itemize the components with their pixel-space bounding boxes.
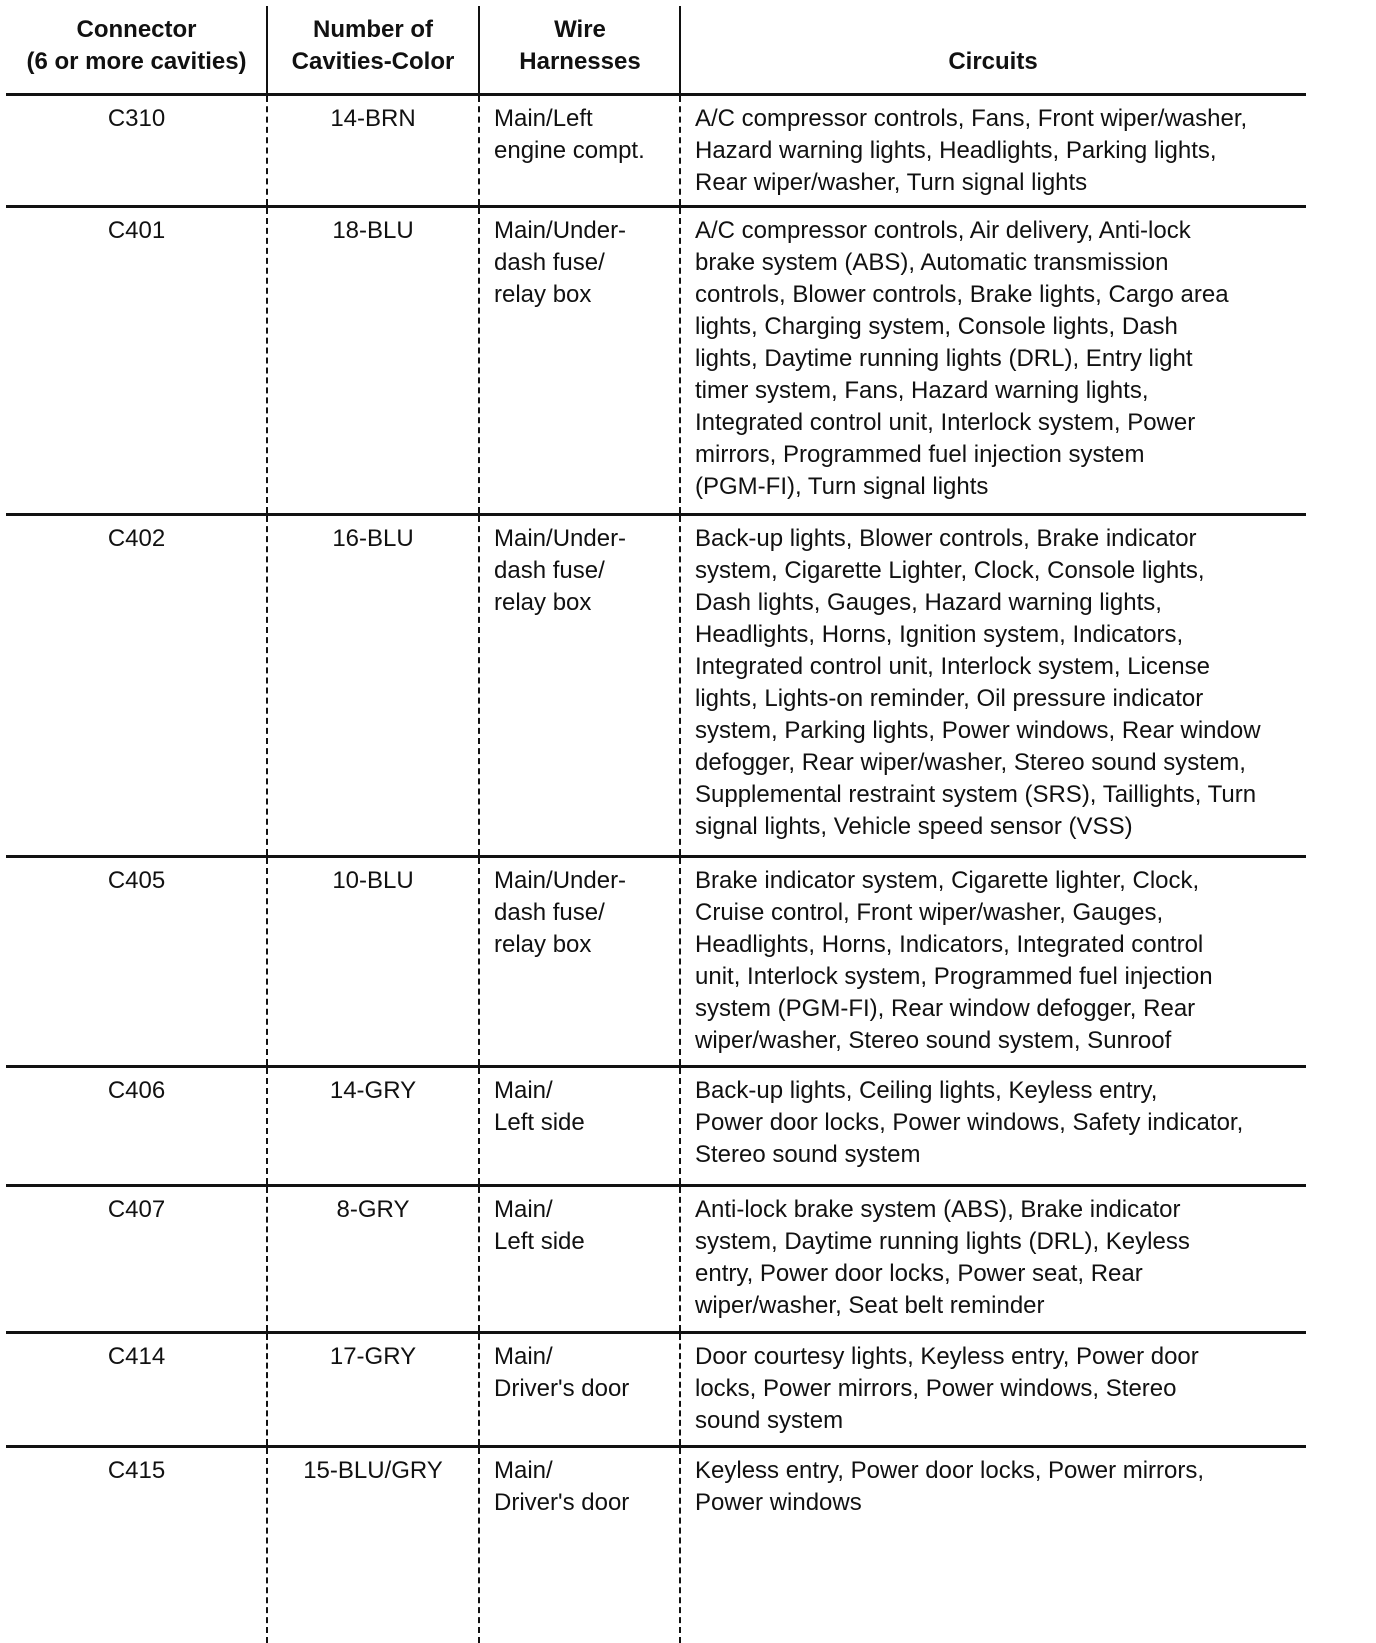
column-divider: [266, 516, 268, 855]
connector-cell: C310: [107, 105, 166, 132]
connector-cell: C414: [107, 1343, 166, 1370]
circuits-cell-line: Back-up lights, Ceiling lights, Keyless entry,: [695, 1077, 1158, 1104]
cavities-color-cell: 10-BLU: [332, 867, 414, 894]
circuits-cell-line: Integrated control unit, Interlock system, Power: [695, 409, 1196, 436]
cavities-color-cell: 14-BRN: [330, 105, 416, 132]
circuits-cell-line: sound system: [695, 1407, 844, 1434]
harness-cell-line: Driver's door: [494, 1489, 630, 1516]
header-line: Cavities-Color: [291, 48, 455, 75]
header-connector: [6, 14, 267, 78]
header-cavities: [267, 14, 479, 78]
circuits-cell-line: Headlights, Horns, Ignition system, Indicators,: [695, 621, 1184, 648]
circuits-cell-line: system (PGM-FI), Rear window defogger, Rear: [695, 995, 1196, 1022]
circuits-cell-line: Door courtesy lights, Keyless entry, Power door: [695, 1343, 1199, 1370]
connector-cell: C402: [107, 525, 166, 552]
circuits-cell-line: brake system (ABS), Automatic transmission: [695, 249, 1169, 276]
table-row: [6, 1068, 1306, 1187]
circuits-cell-line: Cruise control, Front wiper/washer, Gauges,: [695, 899, 1164, 926]
circuits-cell-line: A/C compressor controls, Air delivery, Anti-lock: [695, 217, 1191, 244]
circuits-cell: [695, 1455, 1315, 1519]
circuits-cell-line: lights, Lights-on reminder, Oil pressure indicator: [695, 685, 1204, 712]
circuits-cell-line: Stereo sound system: [695, 1141, 921, 1168]
circuits-cell-line: Brake indicator system, Cigarette lighter, Clock,: [695, 867, 1200, 894]
circuits-cell-line: system, Daytime running lights (DRL), Keyless: [695, 1228, 1190, 1255]
header-line: Connector: [76, 16, 197, 43]
table-row: [6, 1334, 1306, 1448]
harness-cell-line: dash fuse/: [494, 557, 605, 584]
circuits-cell-line: Headlights, Horns, Indicators, Integrated control: [695, 931, 1204, 958]
harness-cell: [494, 103, 684, 167]
harness-cell-line: Main/: [494, 1343, 553, 1370]
header-line: Circuits: [948, 48, 1038, 75]
cavities-color-cell: 14-GRY: [329, 1077, 417, 1104]
table-row: [6, 858, 1306, 1068]
circuits-cell-line: timer system, Fans, Hazard warning lights,: [695, 377, 1149, 404]
harness-cell-line: engine compt.: [494, 137, 645, 164]
harness-cell-line: Main/Under-: [494, 867, 627, 894]
harness-cell: [494, 1341, 684, 1405]
circuits-cell-line: (PGM-FI), Turn signal lights: [695, 473, 989, 500]
circuits-cell: [695, 1194, 1315, 1322]
column-divider: [478, 516, 480, 855]
circuits-cell-line: lights, Daytime running lights (DRL), Entry light: [695, 345, 1193, 372]
circuits-cell-line: unit, Interlock system, Programmed fuel injection: [695, 963, 1213, 990]
circuits-cell: [695, 103, 1315, 199]
cavities-color-cell: 18-BLU: [332, 217, 414, 244]
table-row: [6, 516, 1306, 858]
circuits-cell-line: mirrors, Programmed fuel injection system: [695, 441, 1145, 468]
harness-cell: [494, 215, 684, 311]
circuits-cell-line: system, Parking lights, Power windows, Rear window: [695, 717, 1261, 744]
harness-cell: [494, 1194, 684, 1258]
circuits-cell-line: entry, Power door locks, Power seat, Rear: [695, 1260, 1143, 1287]
circuits-cell-line: Supplemental restraint system (SRS), Taillights, Turn: [695, 781, 1257, 808]
table-body: [6, 96, 1306, 1643]
column-divider: [266, 6, 268, 93]
circuits-cell-line: Rear wiper/washer, Turn signal lights: [695, 169, 1088, 196]
circuits-cell-line: Power door locks, Power windows, Safety indicator,: [695, 1109, 1244, 1136]
header-circuits: [680, 46, 1306, 78]
header-line: Harnesses: [519, 48, 641, 75]
circuits-cell: [695, 1075, 1315, 1171]
circuits-cell-line: system, Cigarette Lighter, Clock, Console lights,: [695, 557, 1205, 584]
harness-cell-line: Main/: [494, 1077, 553, 1104]
harness-cell-line: Left side: [494, 1228, 585, 1255]
harness-cell-line: relay box: [494, 931, 592, 958]
harness-cell-line: Main/Under-: [494, 217, 627, 244]
cavities-color-cell: 15-BLU/GRY: [303, 1457, 443, 1484]
harness-cell: [494, 865, 684, 961]
circuits-cell-line: Hazard warning lights, Headlights, Parking lights,: [695, 137, 1217, 164]
harness-cell-line: Main/: [494, 1196, 553, 1223]
harness-cell-line: Main/: [494, 1457, 553, 1484]
table-row: [6, 1448, 1306, 1643]
harness-cell-line: Driver's door: [494, 1375, 630, 1402]
harness-cell-line: dash fuse/: [494, 249, 605, 276]
circuits-cell-line: wiper/washer, Stereo sound system, Sunroof: [695, 1027, 1172, 1054]
circuits-cell-line: locks, Power mirrors, Power windows, Stereo: [695, 1375, 1177, 1402]
circuits-cell: [695, 1341, 1315, 1437]
circuits-cell-line: signal lights, Vehicle speed sensor (VSS): [695, 813, 1133, 840]
harness-cell-line: relay box: [494, 589, 592, 616]
circuits-cell-line: wiper/washer, Seat belt reminder: [695, 1292, 1045, 1319]
connector-cell: C406: [107, 1077, 166, 1104]
header-harnesses: [480, 14, 680, 78]
header-line: (6 or more cavities): [26, 48, 247, 75]
cavities-color-cell: 17-GRY: [329, 1343, 417, 1370]
column-divider: [679, 6, 681, 93]
harness-cell-line: Main/Left: [494, 105, 593, 132]
column-divider: [478, 6, 480, 93]
connector-table: [6, 0, 1306, 1643]
circuits-cell-line: lights, Charging system, Console lights, Dash: [695, 313, 1178, 340]
header-line: Number of: [313, 16, 433, 43]
cavities-color-cell: 16-BLU: [332, 525, 414, 552]
circuits-cell-line: controls, Blower controls, Brake lights, Cargo area: [695, 281, 1229, 308]
harness-cell: [494, 1455, 684, 1519]
table-header: [6, 0, 1306, 96]
connector-cell: C405: [107, 867, 166, 894]
circuits-cell-line: Keyless entry, Power door locks, Power mirrors,: [695, 1457, 1205, 1484]
circuits-cell-line: Integrated control unit, Interlock system, License: [695, 653, 1210, 680]
harness-cell: [494, 1075, 684, 1139]
harness-cell-line: relay box: [494, 281, 592, 308]
circuits-cell: [695, 865, 1315, 1057]
column-divider: [478, 208, 480, 513]
harness-cell-line: Left side: [494, 1109, 585, 1136]
connector-cell: C415: [107, 1457, 166, 1484]
column-divider: [266, 208, 268, 513]
harness-cell: [494, 523, 684, 619]
table-row: [6, 96, 1306, 208]
circuits-cell-line: Dash lights, Gauges, Hazard warning lights,: [695, 589, 1162, 616]
circuits-cell: [695, 523, 1315, 843]
circuits-cell-line: Anti-lock brake system (ABS), Brake indicator: [695, 1196, 1181, 1223]
circuits-cell-line: Power windows: [695, 1489, 862, 1516]
harness-cell-line: Main/Under-: [494, 525, 627, 552]
table-row: [6, 208, 1306, 516]
header-line: Wire: [554, 16, 606, 43]
connector-cell: C407: [107, 1196, 166, 1223]
connector-cell: C401: [107, 217, 166, 244]
circuits-cell-line: A/C compressor controls, Fans, Front wiper/washer,: [695, 105, 1248, 132]
circuits-cell: [695, 215, 1315, 503]
circuits-cell-line: Back-up lights, Blower controls, Brake indicator: [695, 525, 1197, 552]
cavities-color-cell: 8-GRY: [336, 1196, 410, 1223]
table-row: [6, 1187, 1306, 1334]
harness-cell-line: dash fuse/: [494, 899, 605, 926]
circuits-cell-line: defogger, Rear wiper/washer, Stereo sound system,: [695, 749, 1246, 776]
